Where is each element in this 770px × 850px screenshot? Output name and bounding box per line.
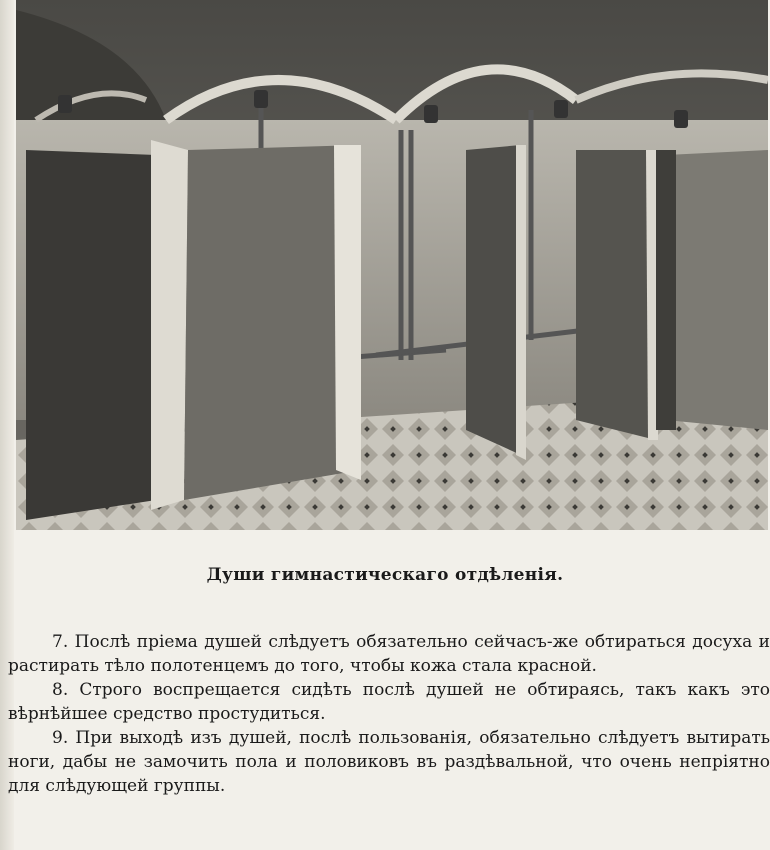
rules-list (8, 630, 770, 798)
rule-number: 9. (52, 728, 69, 748)
rule-9 (8, 726, 770, 798)
photo-caption: Души гимнастическаго отдѣленія. (206, 565, 564, 585)
rule-7 (8, 630, 770, 678)
rule-8 (8, 678, 770, 726)
rule-text: Послѣ пріема душей слѣдуетъ обязательно сейчасъ-же обтираться досуха и растирать тѣло полотенцемъ до того, чтобы кожа стала красной. (8, 632, 770, 676)
rule-text: При выходѣ изъ душей, послѣ пользованія, обязательно слѣдуетъ вытирать ноги, дабы не замочить пола и половиковъ въ раздѣвальной, что очень непріятно для слѣдующей группы. (8, 728, 770, 796)
rule-number: 8. (52, 680, 69, 700)
rule-text: Строго воспрещается сидѣть послѣ душей не обтираясь, такъ какъ это вѣрнѣйшее средство простудиться. (8, 680, 770, 724)
shower-room-photo (16, 0, 768, 530)
rule-number: 7. (52, 632, 69, 652)
